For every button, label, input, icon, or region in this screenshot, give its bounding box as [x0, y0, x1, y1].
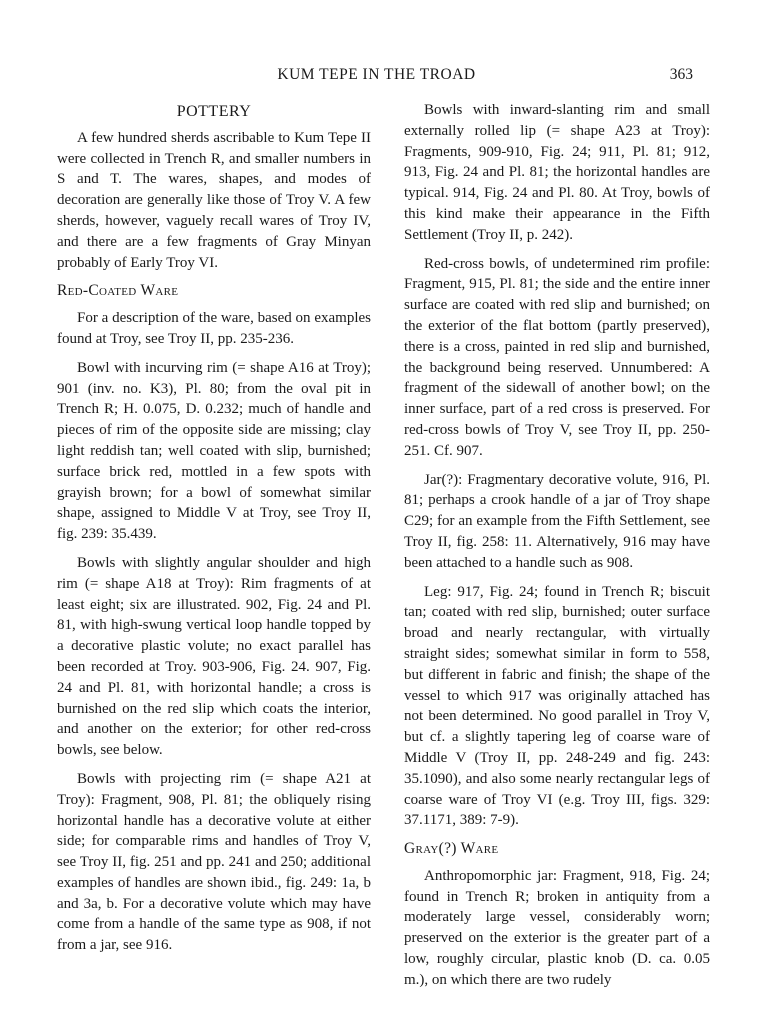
paragraph-bowls-projecting-rim: Bowls with projecting rim (= shape A21 at Troy): Fragment, 908, Pl. 81; the obliquely rising horizontal handle has a decorative volute at either side; for comparable rims and handles of Troy V, see Troy II, fig. 251 and pp. 241 and 250; additional examples of handles are shown ibid., fig. 249: 1a, b and 3a, b. For a decorative volute which may have come from a handle of the same type as 908, if not from a jar, see 916. — [57, 770, 371, 954]
intro-paragraph: A few hundred sherds ascribable to Kum Tepe II were collected in Trench R, and smaller numbers in S and T. The wares, shapes, and modes of decoration are generally like those of Troy V. A few sherds, however, vaguely recall wares of Troy IV, and there are a few fragments of Gray Minyan probably of Early Troy VI. — [57, 129, 371, 271]
subhead-gray-ware: Gray(?) Ware — [404, 840, 499, 858]
paragraph-ware-description: For a description of the ware, based on examples found at Troy, see Troy II, pp. 235-236. — [57, 310, 371, 347]
left-column — [57, 100, 371, 964]
page-number: 363 — [669, 66, 693, 83]
paragraph-jar: Jar(?): Fragmentary decorative volute, 916, Pl. 81; perhaps a crook handle of a jar of Troy shape C29; for an example from the Fifth Settlement, see Troy II, fig. 258: 11. Alternatively, 916 may have been attached to a handle such as 908. — [404, 471, 710, 571]
right-column — [404, 100, 710, 999]
section-title-pottery: POTTERY — [176, 103, 252, 120]
paragraph-bowls-inward-rim: Bowls with inward-slanting rim and small externally rolled lip (= shape A23 at Troy): Fragments, 909-910, Fig. 24; 911, Pl. 81; 912, 913, Fig. 24 and Pl. 81; the horizontal handles are typical. 914, Fig. 24 and Pl. 80. At Troy, bowls of this kind make their appearance in the Fifth Settlement (Troy II, p. 242). — [404, 102, 710, 243]
paragraph-leg: Leg: 917, Fig. 24; found in Trench R; biscuit tan; coated with red slip, burnished; outer surface broad and nearly rectangular, with virtually straight sides; somewhat similar in form to 558, but different in fabric and finish; the shape of the vessel to which 917 was originally attached has not been determined. No good parallel in Troy V, but cf. a slightly tapering leg of coarse ware of Middle V (Troy II, pp. 248-249 and fig. 243: 35.1090), and also some nearly rectangular legs of coarse ware of Troy VI (e.g. Troy III, figs. 329: 37.1171, 389: 7-9). — [404, 583, 710, 829]
paragraph-bowls-angular-shoulder: Bowls with slightly angular shoulder and high rim (= shape A18 at Troy): Rim fragments of at least eight; six are illustrated. 902, Fig. 24 and Pl. 81, with high-swung vertical loop handle topped by a decorative plastic volute; no exact parallel has been recorded at Troy. 903-906, Fig. 24. 907, Fig. 24 and Pl. 81, with horizontal handle; a cross is burnished on the red slip which coats the interior, and another on the exterior; for other red-cross bowls, see below. — [57, 554, 371, 759]
subhead-red-coated-ware: Red-Coated Ware — [57, 282, 179, 300]
paragraph-red-cross-bowls: Red-cross bowls, of undetermined rim profile: Fragment, 915, Pl. 81; the side and the entire inner surface are coated with red slip and burnished; on the exterior of the flat bottom (partly preserved), there is a cross, painted in red slip and burnished, the background being reserved. Unnumbered: A fragment of the sidewall of another bowl; on the inner surface, part of a red cross is preserved. For red-cross bowls of Troy V, see Troy II, pp. 250-251. Cf. 907. — [404, 255, 710, 459]
paragraph-bowl-incurving-rim: Bowl with incurving rim (= shape A16 at Troy); 901 (inv. no. K3), Pl. 80; from the oval pit in Trench R; H. 0.075, D. 0.232; much of handle and pieces of rim of the opposite side are missing; clay light reddish tan; well coated with slip, burnished; surface brick red, mottled in a few spots with grayish brown; for a bowl of somewhat similar shape, assigned to Middle V at Troy, see Troy II, fig. 239: 35.439. — [57, 359, 371, 543]
running-head: KUM TEPE IN THE TROAD — [277, 66, 476, 83]
paragraph-anthropomorphic-jar: Anthropomorphic jar: Fragment, 918, Fig. 24; found in Trench R; broken in antiquity from a moderately large vessel, considerably worn; preserved on the exterior is the greater part of a low, roughly circular, plastic knob (D. ca. 0.05 m.), on which there are two rudely — [404, 867, 710, 988]
